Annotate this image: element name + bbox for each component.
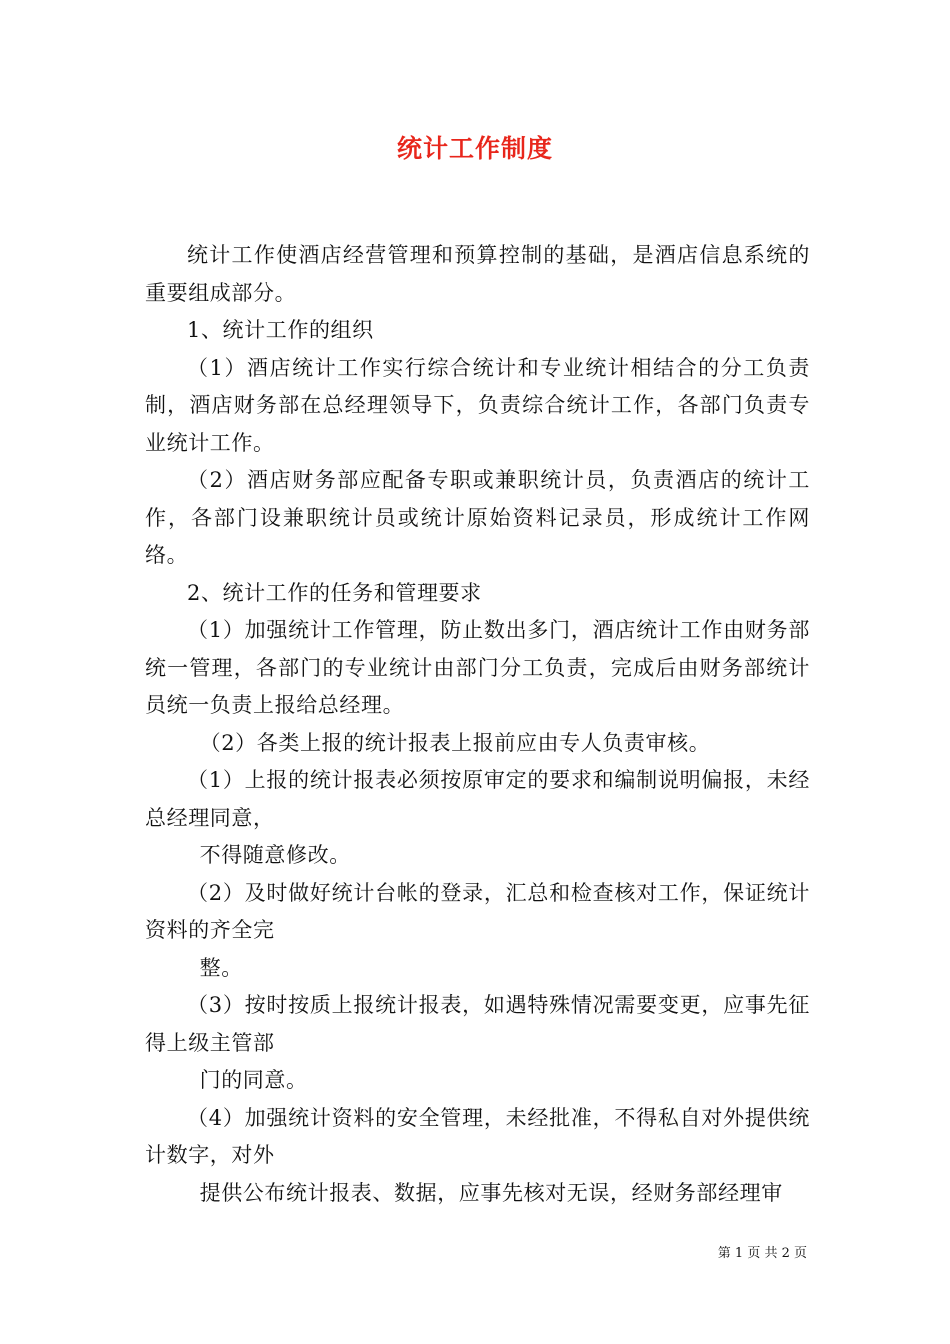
paragraph-rule-1-continued: 不得随意修改。 — [199, 843, 351, 867]
paragraph-tasks-2: （2）各类上报的统计报表上报前应由专人负责审核。 — [199, 730, 711, 755]
paragraph-organization-1: （1）酒店统计工作实行综合统计和专业统计相结合的分工负责制，酒店财务部在总经理领导下，负责综合统计工作，各部门负责专业统计工作。 — [145, 355, 810, 455]
paragraph-organization-2: （2）酒店财务部应配备专职或兼职统计员，负责酒店的统计工作，各部门设兼职统计员或统计原始资料记录员，形成统计工作网络。 — [145, 468, 810, 567]
paragraph-intro: 统计工作使酒店经营管理和预算控制的基础，是酒店信息系统的重要组成部分。 — [145, 243, 810, 305]
paragraph-rule-4-continued: 提供公布统计报表、数据，应事先核对无误，经财务部经理审 — [199, 1180, 783, 1205]
document-body — [145, 237, 810, 1212]
page-number: 第 1 页 共 2 页 — [717, 1246, 807, 1261]
section-heading-tasks: 2、统计工作的任务和管理要求 — [187, 580, 482, 605]
paragraph-rule-3: （3）按时按质上报统计报表，如遇特殊情况需要变更，应事先征得上级主管部 — [145, 993, 810, 1055]
paragraph-tasks-1: （1）加强统计工作管理，防止数出多门，酒店统计工作由财务部统一管理，各部门的专业统计由部门分工负责，完成后由财务部统计员统一负责上报给总经理。 — [145, 618, 810, 717]
paragraph-rule-2-continued: 整。 — [199, 955, 243, 980]
paragraph-rule-4: （4）加强统计资料的安全管理，未经批准，不得私自对外提供统计数字，对外 — [145, 1105, 810, 1167]
paragraph-rule-1: （1）上报的统计报表必须按原审定的要求和编制说明偏报，未经总经理同意， — [145, 768, 810, 830]
section-heading-organization: 1、统计工作的组织 — [187, 318, 374, 342]
document-title: 统计工作制度 — [396, 134, 553, 163]
paragraph-rule-2: （2）及时做好统计台帐的登录，汇总和检查核对工作，保证统计资料的齐全完 — [145, 880, 810, 942]
paragraph-rule-3-continued: 门的同意。 — [199, 1068, 308, 1092]
